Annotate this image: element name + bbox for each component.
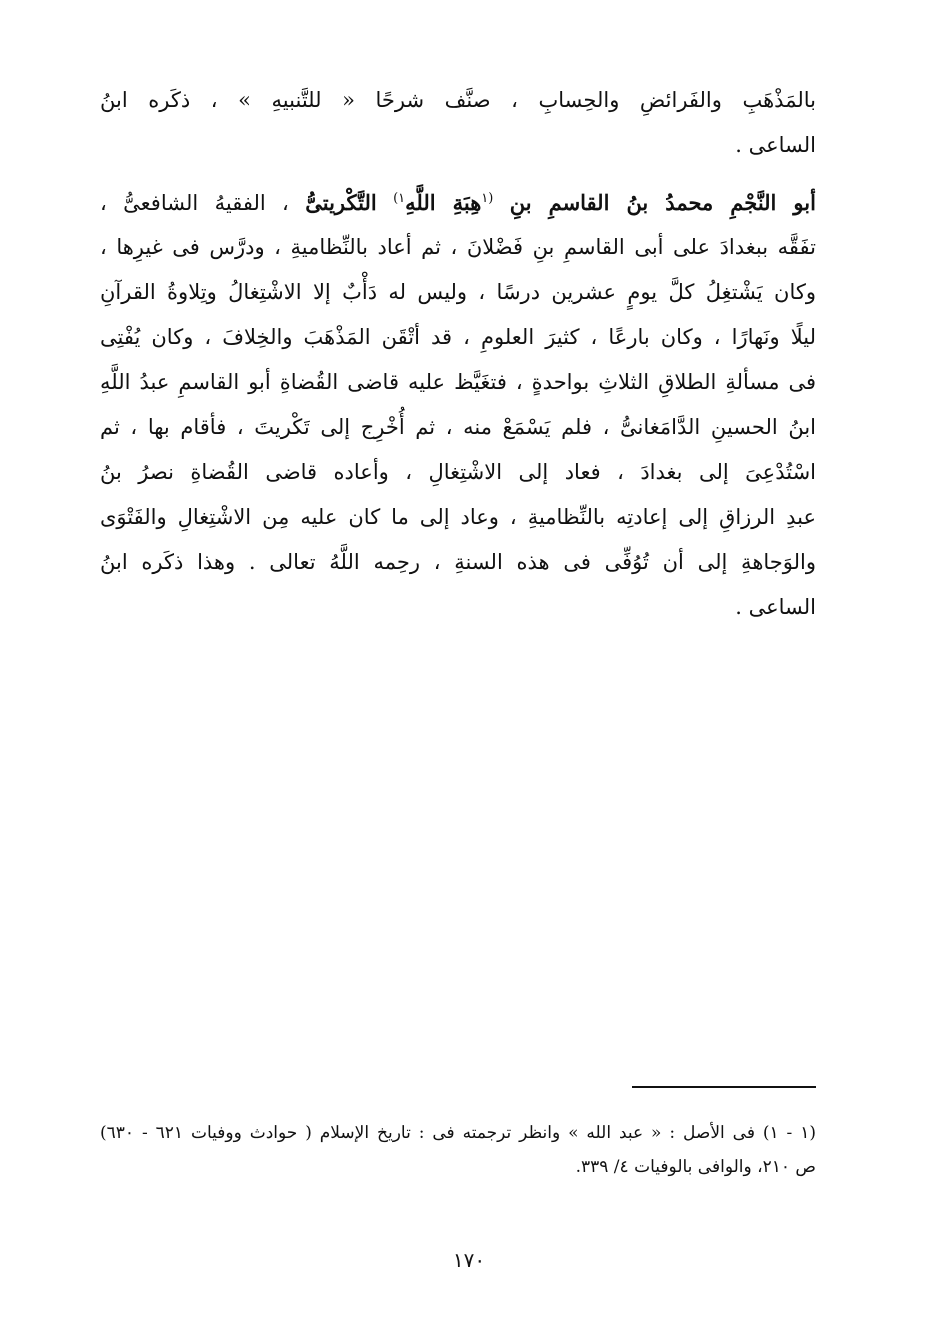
entry-heading-line	[100, 180, 816, 225]
entry-description: ، الفقيهُ الشافعىُّ ،	[100, 191, 289, 215]
footnote-line: ص ٢١٠، والوافى بالوفيات ٤/ ٣٣٩.	[575, 1157, 816, 1177]
text-line: الساعى .	[735, 595, 816, 619]
entry-name-part: هِبَةِ اللَّهِ	[405, 190, 482, 215]
text-line: والوَجاهةِ إلى أن تُوُفِّى فى هذه السنةِ ، رحِمه اللَّهُ تعالى . وهذا ذكَره ابنُ	[100, 550, 816, 574]
footnote-marker-close: ١)	[393, 191, 406, 206]
text-line: وكان يَشْتغِلُ كلَّ يومٍ عشرين درسًا ، وليس له دَأْبٌ إلا الاشْتِغالُ وتِلاوةُ القرآنِ	[100, 280, 816, 304]
text-line: تفَقَّه ببغدادَ على أبى القاسمِ بنِ فَضْلانَ ، ثم أعاد بالنِّظاميةِ ، ودرَّس فى غيرِها ،	[100, 235, 816, 259]
footnote-marker-open: (١	[481, 191, 494, 206]
main-text	[100, 78, 816, 630]
text-line: بالمَذْهَبِ والفَرائضِ والحِسابِ ، صنَّف شرحًا « للتَّنبيهِ » ، ذكَره ابنُ	[100, 88, 816, 112]
page-number: ١٧٠	[452, 1248, 486, 1272]
text-line: ليلًا ونَهارًا ، وكان بارعًا ، كثيرَ العلومِ ، قد أتْقَن المَذْهَبَ والخِلافَ ، وكان يُفْتِى	[100, 325, 816, 349]
text-line: ابنُ الحسينِ الدَّامَغانىُّ ، فلم يَسْمَعْ منه ، ثم أُخْرِج إلى تَكْريتَ ، فأقام بها ، ثم	[100, 415, 816, 439]
entry-nisba: التَّكْريتىُّ	[305, 190, 377, 215]
text-line: عبدِ الرزاقِ إلى إعادتِه بالنِّظاميةِ ، وعاد إلى ما كان عليه مِن الاشْتِغالِ والفَتْوَى	[100, 505, 816, 529]
footnote-divider	[632, 1086, 816, 1088]
entry-name: أبو النَّجْمِ محمدُ بنُ القاسمِ بنِ	[509, 190, 816, 215]
footnotes	[100, 1116, 816, 1184]
footnote-line: (١ - ١) فى الأصل : « عبد الله » وانظر ترجمته فى : تاريخ الإسلام ( حوادث ووفيات ٦٢١ - ٦٣٠)	[100, 1123, 816, 1143]
text-line: فى مسألةِ الطلاقِ الثلاثِ بواحدةٍ ، فتغَيَّظ عليه قاضى القُضاةِ أبو القاسمِ عبدُ اللَّهِ	[100, 370, 816, 394]
text-line: الساعى .	[735, 133, 816, 157]
text-line: اسْتُدْعِىَ إلى بغدادَ ، فعاد إلى الاشْتِغالِ ، وأعاده قاضى القُضاةِ نصرُ بنُ	[100, 460, 816, 484]
